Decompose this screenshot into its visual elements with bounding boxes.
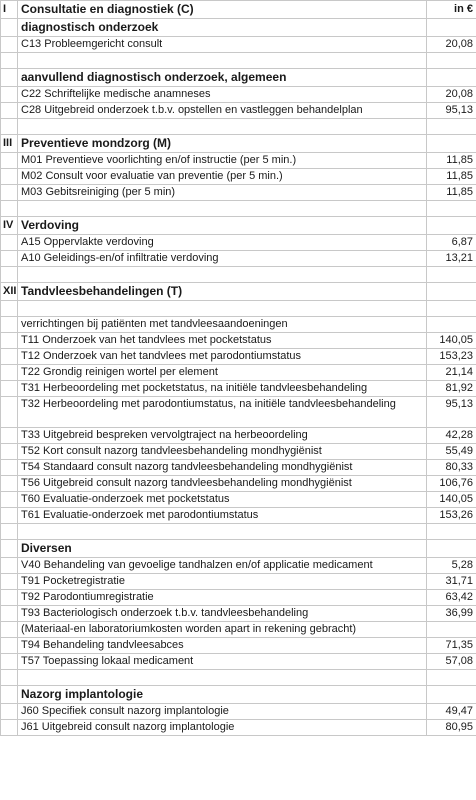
table-row: [1, 397, 476, 428]
treatment-description: C28 Uitgebreid onderzoek t.b.v. opstellen en vastleggen behandelplan: [18, 103, 427, 119]
table-row: [1, 87, 476, 103]
treatment-price: 153,26: [427, 508, 476, 524]
section-header-row: [1, 283, 476, 301]
treatment-description: verrichtingen bij patiënten met tandvleesaandoeningen: [18, 317, 427, 333]
table-row: [1, 103, 476, 119]
treatment-description: C22 Schriftelijke medische anamneses: [18, 87, 427, 103]
treatment-price: 71,35: [427, 638, 476, 654]
treatment-description: J60 Specifiek consult nazorg implantologie: [18, 704, 427, 720]
table-row: [1, 590, 476, 606]
table-row: [1, 381, 476, 397]
treatment-price: 6,87: [427, 235, 476, 251]
treatment-price: 20,08: [427, 87, 476, 103]
treatment-price: 31,71: [427, 574, 476, 590]
treatment-description: T33 Uitgebreid bespreken vervolgtraject na herbeoordeling: [18, 428, 427, 444]
section-title: Consultatie en diagnostiek (C): [18, 1, 427, 19]
treatment-description: T57 Toepassing lokaal medicament: [18, 654, 427, 670]
table-row: [1, 251, 476, 267]
treatment-price: 95,13: [427, 103, 476, 119]
table-row: [1, 460, 476, 476]
treatment-description: V40 Behandeling van gevoelige tandhalzen en/of applicatie medicament: [18, 558, 427, 574]
treatment-price: 11,85: [427, 169, 476, 185]
table-row: [1, 492, 476, 508]
blank-row: [1, 267, 476, 283]
treatment-price: 13,21: [427, 251, 476, 267]
treatment-price: 63,42: [427, 590, 476, 606]
section-number: IV: [1, 217, 18, 235]
treatment-description: T54 Standaard consult nazorg tandvleesbehandeling mondhygiënist: [18, 460, 427, 476]
section-title: Preventieve mondzorg (M): [18, 135, 427, 153]
treatment-description: T32 Herbeoordeling met parodontiumstatus, na initiële tandvleesbehandeling: [18, 397, 427, 428]
subsection-title: diagnostisch onderzoek: [18, 19, 427, 37]
treatment-price: 20,08: [427, 37, 476, 53]
treatment-description: A10 Geleidings-en/of infiltratie verdoving: [18, 251, 427, 267]
treatment-price: 11,85: [427, 153, 476, 169]
treatment-price: 57,08: [427, 654, 476, 670]
table-row: [1, 622, 476, 638]
treatment-description: M03 Gebitsreiniging (per 5 min): [18, 185, 427, 201]
section-number: I: [1, 1, 18, 19]
table-row: [1, 444, 476, 460]
table-row: [1, 704, 476, 720]
blank-row: [1, 201, 476, 217]
treatment-price: 42,28: [427, 428, 476, 444]
table-row: [1, 654, 476, 670]
blank-row: [1, 119, 476, 135]
table-row: [1, 235, 476, 251]
table-row: [1, 349, 476, 365]
price-column-header: in €: [427, 1, 476, 19]
table-row: [1, 606, 476, 622]
table-row: [1, 185, 476, 201]
table-row: [1, 365, 476, 381]
section-header-row: [1, 135, 476, 153]
table-row: [1, 37, 476, 53]
treatment-description: T11 Onderzoek van het tandvlees met pocketstatus: [18, 333, 427, 349]
subsection-row: [1, 69, 476, 87]
treatment-price: 80,95: [427, 720, 476, 736]
treatment-description: T22 Grondig reinigen wortel per element: [18, 365, 427, 381]
table-row: [1, 428, 476, 444]
treatment-price: [427, 317, 476, 333]
table-row: [1, 169, 476, 185]
table-row: [1, 638, 476, 654]
section-title: Verdoving: [18, 217, 427, 235]
treatment-description: T61 Evaluatie-onderzoek met parodontiumstatus: [18, 508, 427, 524]
treatment-description: M01 Preventieve voorlichting en/of instructie (per 5 min.): [18, 153, 427, 169]
treatment-price: 36,99: [427, 606, 476, 622]
treatment-price: 80,33: [427, 460, 476, 476]
subsection-row: [1, 19, 476, 37]
treatment-description: M02 Consult voor evaluatie van preventie (per 5 min.): [18, 169, 427, 185]
treatment-price: 11,85: [427, 185, 476, 201]
treatment-price: [427, 622, 476, 638]
treatment-price: 21,14: [427, 365, 476, 381]
treatment-description: T91 Pocketregistratie: [18, 574, 427, 590]
section-title: Tandvleesbehandelingen (T): [18, 283, 427, 301]
table-row: [1, 574, 476, 590]
treatment-description: T52 Kort consult nazorg tandvleesbehandeling mondhygiënist: [18, 444, 427, 460]
treatment-description: A15 Oppervlakte verdoving: [18, 235, 427, 251]
treatment-price: 5,28: [427, 558, 476, 574]
treatment-price: 49,47: [427, 704, 476, 720]
subsection-title: aanvullend diagnostisch onderzoek, algemeen: [18, 69, 427, 87]
treatment-description: T12 Onderzoek van het tandvlees met parodontiumstatus: [18, 349, 427, 365]
treatment-price: 140,05: [427, 492, 476, 508]
subsection-row: [1, 540, 476, 558]
treatment-description: T60 Evaluatie-onderzoek met pocketstatus: [18, 492, 427, 508]
section-number: III: [1, 135, 18, 153]
blank-row: [1, 301, 476, 317]
treatment-description: J61 Uitgebreid consult nazorg implantologie: [18, 720, 427, 736]
table-header-row: [1, 1, 476, 19]
table-row: [1, 317, 476, 333]
treatment-price: 55,49: [427, 444, 476, 460]
table-row: [1, 153, 476, 169]
table-row: [1, 508, 476, 524]
treatment-description: (Materiaal-en laboratoriumkosten worden apart in rekening gebracht): [18, 622, 427, 638]
treatment-price: 140,05: [427, 333, 476, 349]
treatment-description: T56 Uitgebreid consult nazorg tandvleesbehandeling mondhygiënist: [18, 476, 427, 492]
blank-row: [1, 670, 476, 686]
table-row: [1, 720, 476, 736]
treatment-description: C13 Probleemgericht consult: [18, 37, 427, 53]
treatment-price: 81,92: [427, 381, 476, 397]
blank-row: [1, 53, 476, 69]
treatment-description: T94 Behandeling tandvleesabces: [18, 638, 427, 654]
table-row: [1, 558, 476, 574]
table-row: [1, 476, 476, 492]
treatment-description: T31 Herbeoordeling met pocketstatus, na initiële tandvleesbehandeling: [18, 381, 427, 397]
subsection-row: [1, 686, 476, 704]
blank-row: [1, 524, 476, 540]
section-number: XII: [1, 283, 18, 301]
treatment-description: T92 Parodontiumregistratie: [18, 590, 427, 606]
subsection-title: Diversen: [18, 540, 427, 558]
treatment-price: 95,13: [427, 397, 476, 428]
subsection-title: Nazorg implantologie: [18, 686, 427, 704]
section-header-row: [1, 217, 476, 235]
table-row: [1, 333, 476, 349]
treatment-description: T93 Bacteriologisch onderzoek t.b.v. tandvleesbehandeling: [18, 606, 427, 622]
treatment-price: 153,23: [427, 349, 476, 365]
treatment-price: 106,76: [427, 476, 476, 492]
